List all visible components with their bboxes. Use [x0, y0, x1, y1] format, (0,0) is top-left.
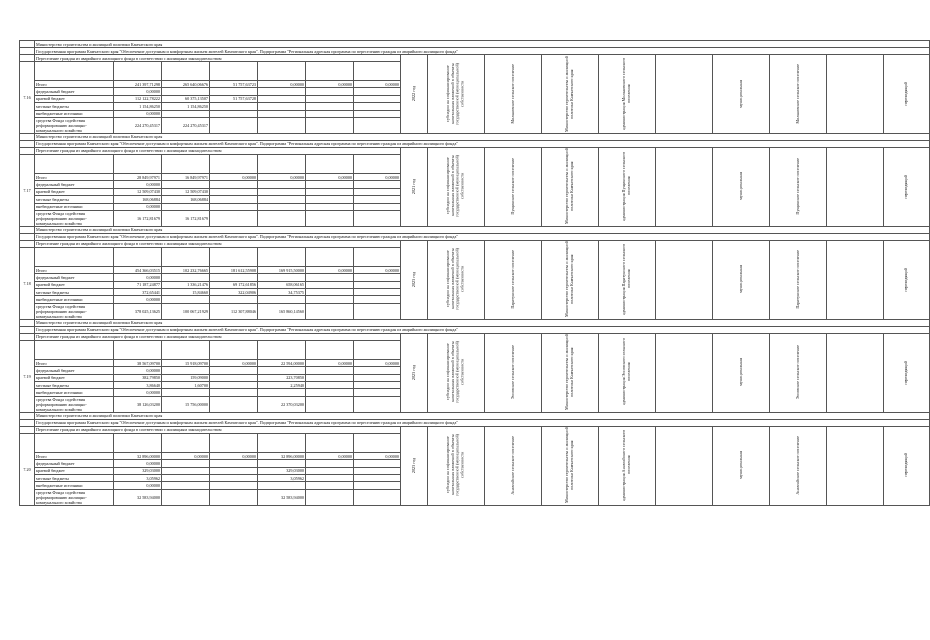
empty-cell-2 [827, 55, 884, 134]
measure-header: Переселение граждан из аварийного жилищного фонда в соответствии с жилищным законодательством [35, 240, 401, 247]
amount-cell [210, 367, 258, 374]
amount-cell [306, 367, 354, 374]
item-code: 7.19 [20, 340, 35, 412]
amount-cell [354, 196, 401, 203]
funding-source-label: федеральный бюджет [35, 181, 114, 188]
amount-cell [210, 467, 258, 474]
amount-cell [258, 188, 306, 195]
amount-cell: 0,00000 [258, 173, 306, 180]
amount-cell [354, 374, 401, 381]
amount-cell: 0,00000 [114, 296, 162, 303]
ministry-header: Министерство строительства и жилищной политики Камчатского края [35, 133, 930, 140]
amount-cell [306, 181, 354, 188]
funding-source-label: федеральный бюджет [35, 274, 114, 281]
amount-cell: 329,03000 [114, 467, 162, 474]
program-header: Государственная программа Камчатского края "Обеспечение доступным и комфортным жильем жителей Камчатского края". Подпрограмма "Региональная адресная программа по переселению граждан из аварийного жилищного фонда" [35, 326, 930, 333]
measure-header: Переселение граждан из аварийного жилищного фонда в соответствии с жилищным законодательством [35, 55, 401, 62]
funding-source-label: внебюджетные источники [35, 110, 114, 117]
amount-cell [162, 489, 210, 505]
administrator-cell: Министерство строительства и жилищной политики Камчатского края [542, 426, 599, 505]
amount-cell [354, 188, 401, 195]
program-header: Государственная программа Камчатского края "Обеспечение доступным и комфортным жильем жителей Камчатского края". Подпрограмма "Региональная адресная программа по переселению граждан из аварийного жилищного фонда" [35, 233, 930, 240]
funding-source-label: краевой бюджет [35, 95, 114, 102]
amount-cell [306, 281, 354, 288]
year-cell: 2022 год [401, 55, 428, 134]
municipality-cell: Паратунское сельское поселение [485, 240, 542, 319]
amount-cell [210, 196, 258, 203]
customer-cell: администрация Анавгайского сельского поселения [599, 426, 656, 505]
amount-cell: 0,00000 [354, 266, 401, 273]
amount-cell: 181 612,55908 [210, 266, 258, 273]
status-cell: переходящий [884, 55, 930, 134]
amount-cell: 1 154,86250 [162, 103, 210, 110]
amount-cell [210, 117, 258, 133]
amount-cell: 51 757,63728 [210, 95, 258, 102]
amount-cell [354, 467, 401, 474]
funding-source-label: средства Фонда содействия реформированию жилищно-коммунального хозяйства [35, 489, 114, 505]
amount-cell: 165 860,14560 [258, 303, 306, 319]
funding-source-label: Итого [35, 452, 114, 459]
amount-cell: 0,00000 [114, 367, 162, 374]
amount-cell [210, 296, 258, 303]
empty-cell [656, 147, 713, 226]
ownership-cell: муниципальная [713, 55, 770, 134]
amount-cell: 112 122,78222 [114, 95, 162, 102]
empty-cell-2 [827, 333, 884, 412]
funding-source-label: Итого [35, 173, 114, 180]
amount-cell [354, 281, 401, 288]
amount-cell [354, 489, 401, 505]
amount-cell: 16 849,97971 [162, 173, 210, 180]
amount-cell [162, 203, 210, 210]
funding-source-label: средства Фонда содействия реформированию жилищно-коммунального хозяйства [35, 210, 114, 226]
funding-source-label: местные бюджеты [35, 289, 114, 296]
funding-form-cell: субсидии на софинансирование капитальных вложений в объекты государственной (муниципальной) собственности [428, 147, 485, 226]
amount-cell [306, 103, 354, 110]
amount-cell: 168,06884 [162, 196, 210, 203]
amount-cell [210, 181, 258, 188]
funding-source-label: федеральный бюджет [35, 88, 114, 95]
amount-cell [162, 467, 210, 474]
amount-cell [162, 274, 210, 281]
owner-cell: Паратунское сельское поселение [770, 240, 827, 319]
amount-cell [354, 367, 401, 374]
amount-cell: 22 594,00000 [258, 359, 306, 366]
amount-cell [162, 110, 210, 117]
amount-cell [306, 396, 354, 412]
amount-cell: 32 583,94000 [114, 489, 162, 505]
amount-cell: 0,00000 [114, 482, 162, 489]
amount-cell [306, 110, 354, 117]
amount-cell: 0,00000 [306, 266, 354, 273]
amount-cell [306, 95, 354, 102]
amount-cell [306, 374, 354, 381]
ministry-header: Министерство строительства и жилищной политики Камчатского края [35, 319, 930, 326]
owner-cell: Мильковское сельское поселение [770, 55, 827, 134]
empty-cell-2 [827, 240, 884, 319]
amount-cell [354, 289, 401, 296]
owner-cell: Пущинское сельское поселение [770, 147, 827, 226]
amount-cell [306, 188, 354, 195]
amount-cell [210, 188, 258, 195]
amount-cell [258, 196, 306, 203]
amount-cell [306, 289, 354, 296]
amount-cell [162, 88, 210, 95]
amount-cell: 15,84660 [162, 289, 210, 296]
amount-cell [258, 274, 306, 281]
amount-cell [354, 110, 401, 117]
amount-cell [210, 110, 258, 117]
status-cell: переходящий [884, 240, 930, 319]
amount-cell: 0,00000 [114, 203, 162, 210]
amount-cell: 16 172,81679 [114, 210, 162, 226]
amount-cell: 16 172,81679 [162, 210, 210, 226]
amount-cell [306, 296, 354, 303]
amount-cell [306, 467, 354, 474]
amount-cell: 51 757,63723 [210, 81, 258, 88]
amount-cell: 2,25940 [258, 382, 306, 389]
amount-cell: 22 370,03200 [258, 396, 306, 412]
amount-cell: 38 126,03200 [114, 396, 162, 412]
amount-cell [162, 389, 210, 396]
amount-cell [354, 296, 401, 303]
amount-cell: 15 756,00000 [162, 396, 210, 412]
amount-cell: 0,00000 [354, 173, 401, 180]
amount-cell [354, 460, 401, 467]
program-header: Государственная программа Камчатского края "Обеспечение доступным и комфортным жильем жителей Камчатского края". Подпрограмма "Региональная адресная программа по переселению граждан из аварийного жилищного фонда" [35, 48, 930, 55]
amount-cell [258, 95, 306, 102]
amount-cell [306, 210, 354, 226]
amount-cell [306, 474, 354, 481]
amount-cell: 0,00000 [114, 88, 162, 95]
amount-cell [162, 474, 210, 481]
amount-cell [354, 396, 401, 412]
empty-cell [656, 333, 713, 412]
amount-cell [210, 210, 258, 226]
funding-source-label: краевой бюджет [35, 467, 114, 474]
amount-cell: 224 270,45317 [162, 117, 210, 133]
amount-cell [258, 296, 306, 303]
empty-cell [656, 240, 713, 319]
amount-cell [258, 110, 306, 117]
amount-cell: 168,06884 [114, 196, 162, 203]
funding-form-cell: субсидии на софинансирование капитальных вложений в объекты государственной (муниципальной) собственности [428, 426, 485, 505]
amount-cell [258, 203, 306, 210]
program-table [19, 40, 930, 506]
amount-cell [354, 389, 401, 396]
administrator-cell: Министерство строительства и жилищной политики Камчатского края [542, 333, 599, 412]
amount-cell: 1 154,86250 [114, 103, 162, 110]
amount-cell [354, 103, 401, 110]
amount-cell: 102 232,76665 [162, 266, 210, 273]
amount-cell: 378 025,13625 [114, 303, 162, 319]
amount-cell: 0,00000 [162, 452, 210, 459]
funding-source-label: Итого [35, 359, 114, 366]
funding-source-label: краевой бюджет [35, 374, 114, 381]
municipality-cell: Мильковское сельское поселение [485, 55, 542, 134]
status-cell: переходящий [884, 426, 930, 505]
amount-cell: 0,00000 [354, 81, 401, 88]
amount-cell [306, 117, 354, 133]
amount-cell: 1 336,21476 [162, 281, 210, 288]
amount-cell: 71 187,24877 [114, 281, 162, 288]
amount-cell [258, 117, 306, 133]
amount-cell [306, 203, 354, 210]
customer-cell: администрация Мильковского сельского поселения [599, 55, 656, 134]
amount-cell: 12 509,07430 [114, 188, 162, 195]
funding-source-label: местные бюджеты [35, 196, 114, 203]
amount-cell [354, 117, 401, 133]
funding-form-cell: субсидии на софинансирование капитальных вложений в объекты государственной (муниципальной) собственности [428, 333, 485, 412]
amount-cell: 34,75375 [258, 289, 306, 296]
program-header: Государственная программа Камчатского края "Обеспечение доступным и комфортным жильем жителей Камчатского края". Подпрограмма "Региональная адресная программа по переселению граждан из аварийного жилищного фонда" [35, 140, 930, 147]
amount-cell [210, 88, 258, 95]
funding-source-label: местные бюджеты [35, 474, 114, 481]
amount-cell: 0,00000 [354, 359, 401, 366]
amount-cell [162, 482, 210, 489]
amount-cell: 0,00000 [306, 81, 354, 88]
ownership-cell: муниципальная [713, 333, 770, 412]
amount-cell: 32 896,00000 [258, 452, 306, 459]
amount-cell [306, 382, 354, 389]
empty-cell-2 [827, 426, 884, 505]
amount-cell: 0,00000 [306, 452, 354, 459]
municipality-cell: Анавгайское сельское поселение [485, 426, 542, 505]
funding-source-label: внебюджетные источники [35, 203, 114, 210]
ownership-cell: муниципальная [713, 426, 770, 505]
amount-cell [210, 389, 258, 396]
amount-cell [306, 303, 354, 319]
amount-cell: 32 583,94000 [258, 489, 306, 505]
amount-cell: 1,60700 [162, 382, 210, 389]
item-code: 7.18 [20, 247, 35, 319]
administrator-cell: Министерство строительства и жилищной политики Камчатского края [542, 240, 599, 319]
amount-cell: 0,00000 [210, 173, 258, 180]
amount-cell: 38 567,09700 [114, 359, 162, 366]
amount-cell [210, 460, 258, 467]
amount-cell [306, 196, 354, 203]
amount-cell [210, 103, 258, 110]
amount-cell [162, 296, 210, 303]
amount-cell [258, 103, 306, 110]
amount-cell: 159,09000 [162, 374, 210, 381]
amount-cell [354, 474, 401, 481]
item-code: 7.16 [20, 62, 35, 134]
amount-cell: 0,00000 [210, 359, 258, 366]
amount-cell: 0,00000 [114, 181, 162, 188]
funding-source-label: Итого [35, 81, 114, 88]
funding-source-label: внебюджетные источники [35, 482, 114, 489]
amount-cell [210, 203, 258, 210]
amount-cell: 223,70850 [258, 374, 306, 381]
funding-source-label: краевой бюджет [35, 188, 114, 195]
amount-cell [162, 367, 210, 374]
funding-source-label: краевой бюджет [35, 281, 114, 288]
ministry-header: Министерство строительства и жилищной политики Камчатского края [35, 412, 930, 419]
amount-cell: 0,00000 [114, 274, 162, 281]
ownership-cell: муниципальная [713, 240, 770, 319]
ownership-cell: муниципальная [713, 147, 770, 226]
amount-cell: 0,00000 [210, 452, 258, 459]
funding-source-label: местные бюджеты [35, 382, 114, 389]
amount-cell: 28 849,97971 [114, 173, 162, 180]
amount-cell: 12 509,07430 [162, 188, 210, 195]
measure-header: Переселение граждан из аварийного жилищного фонда в соответствии с жилищным законодательством [35, 426, 401, 433]
item-code: 7.17 [20, 154, 35, 226]
amount-cell [258, 181, 306, 188]
funding-source-label: средства Фонда содействия реформированию жилищно-коммунального хозяйства [35, 303, 114, 319]
amount-cell: 3,86640 [114, 382, 162, 389]
amount-cell: 224 270,45317 [114, 117, 162, 133]
year-cell: 2023 год [401, 333, 428, 412]
amount-cell [258, 482, 306, 489]
amount-cell [210, 382, 258, 389]
amount-cell [354, 482, 401, 489]
measure-header: Переселение граждан из аварийного жилищного фонда в соответствии с жилищным законодательством [35, 147, 401, 154]
amount-cell: 372,65441 [114, 289, 162, 296]
amount-cell [354, 88, 401, 95]
amount-cell: 100 067,21929 [162, 303, 210, 319]
amount-cell [210, 482, 258, 489]
amount-cell [258, 460, 306, 467]
amount-cell: 0,00000 [258, 81, 306, 88]
year-cell: 2023 год [401, 240, 428, 319]
municipality-cell: Эссовское сельское поселение [485, 333, 542, 412]
funding-source-label: внебюджетные источники [35, 389, 114, 396]
year-cell: 2023 год [401, 426, 428, 505]
funding-form-cell: субсидии на софинансирование капитальных вложений в объекты государственной (муниципальной) собственности [428, 240, 485, 319]
amount-cell [306, 460, 354, 467]
item-code: 7.20 [20, 433, 35, 505]
ministry-header: Министерство строительства и жилищной политики Камчатского края [35, 41, 930, 48]
funding-source-label: федеральный бюджет [35, 460, 114, 467]
empty-cell [656, 55, 713, 134]
amount-cell: 0,00000 [306, 173, 354, 180]
customer-cell: администрация Пущинского сельского поселения [599, 147, 656, 226]
amount-cell [210, 396, 258, 412]
municipality-cell: Пущинское сельское поселение [485, 147, 542, 226]
amount-cell: 0,00000 [114, 389, 162, 396]
amount-cell [354, 303, 401, 319]
year-cell: 2021 год [401, 147, 428, 226]
amount-cell: 112 307,88046 [210, 303, 258, 319]
amount-cell [258, 367, 306, 374]
amount-cell [306, 88, 354, 95]
amount-cell [210, 489, 258, 505]
empty-cell [656, 426, 713, 505]
amount-cell: 454 366,03515 [114, 266, 162, 273]
amount-cell: 241 397,71298 [114, 81, 162, 88]
amount-cell [354, 210, 401, 226]
owner-cell: Эссовское сельское поселение [770, 333, 827, 412]
funding-source-label: местные бюджеты [35, 103, 114, 110]
amount-cell [354, 203, 401, 210]
amount-cell: 0,00000 [114, 460, 162, 467]
program-header: Государственная программа Камчатского края "Обеспечение доступным и комфортным жильем жителей Камчатского края". Подпрограмма "Региональная адресная программа по переселению граждан из аварийного жилищного фонда" [35, 419, 930, 426]
status-cell: переходящий [884, 333, 930, 412]
amount-cell [210, 374, 258, 381]
amount-cell [354, 382, 401, 389]
amount-cell: 60 375,13507 [162, 95, 210, 102]
amount-cell: 32 896,00000 [114, 452, 162, 459]
ministry-header: Министерство строительства и жилищной политики Камчатского края [35, 226, 930, 233]
amount-cell: 15 918,09700 [162, 359, 210, 366]
amount-cell [354, 274, 401, 281]
amount-cell [210, 474, 258, 481]
funding-source-label: Итого [35, 266, 114, 273]
funding-source-label: средства Фонда содействия реформированию жилищно-коммунального хозяйства [35, 396, 114, 412]
amount-cell [306, 274, 354, 281]
amount-cell [210, 274, 258, 281]
amount-cell [306, 489, 354, 505]
funding-source-label: средства Фонда содействия реформированию жилищно-коммунального хозяйства [35, 117, 114, 133]
amount-cell: 382,79850 [114, 374, 162, 381]
amount-cell: 265 640,06676 [162, 81, 210, 88]
funding-source-label: внебюджетные источники [35, 296, 114, 303]
amount-cell: 322,04906 [210, 289, 258, 296]
amount-cell [258, 389, 306, 396]
amount-cell: 329,03000 [258, 467, 306, 474]
document-page [19, 40, 909, 506]
amount-cell: 0,00000 [306, 359, 354, 366]
amount-cell: 69 172,61856 [210, 281, 258, 288]
status-cell: переходящий [884, 147, 930, 226]
amount-cell [258, 210, 306, 226]
amount-cell [354, 95, 401, 102]
measure-header: Переселение граждан из аварийного жилищного фонда в соответствии с жилищным законодательством [35, 333, 401, 340]
amount-cell [354, 181, 401, 188]
amount-cell: 0,00000 [114, 110, 162, 117]
funding-source-label: федеральный бюджет [35, 367, 114, 374]
amount-cell [306, 482, 354, 489]
administrator-cell: Министерство строительства и жилищной политики Камчатского края [542, 55, 599, 134]
amount-cell: 0,00000 [354, 452, 401, 459]
owner-cell: Анавгайское сельское поселение [770, 426, 827, 505]
funding-form-cell: субсидии на софинансирование капитальных вложений в объекты государственной (муниципальной) собственности [428, 55, 485, 134]
amount-cell [306, 389, 354, 396]
empty-cell-2 [827, 147, 884, 226]
amount-cell [162, 181, 210, 188]
customer-cell: администрация Паратунского сельского поселения [599, 240, 656, 319]
customer-cell: администрация Эссовского сельского поселения [599, 333, 656, 412]
amount-cell [162, 460, 210, 467]
amount-cell [258, 88, 306, 95]
amount-cell: 169 915,50000 [258, 266, 306, 273]
amount-cell: 3,05962 [258, 474, 306, 481]
amount-cell: 658,06165 [258, 281, 306, 288]
administrator-cell: Министерство строительства и жилищной политики Камчатского края [542, 147, 599, 226]
amount-cell: 3,05962 [114, 474, 162, 481]
